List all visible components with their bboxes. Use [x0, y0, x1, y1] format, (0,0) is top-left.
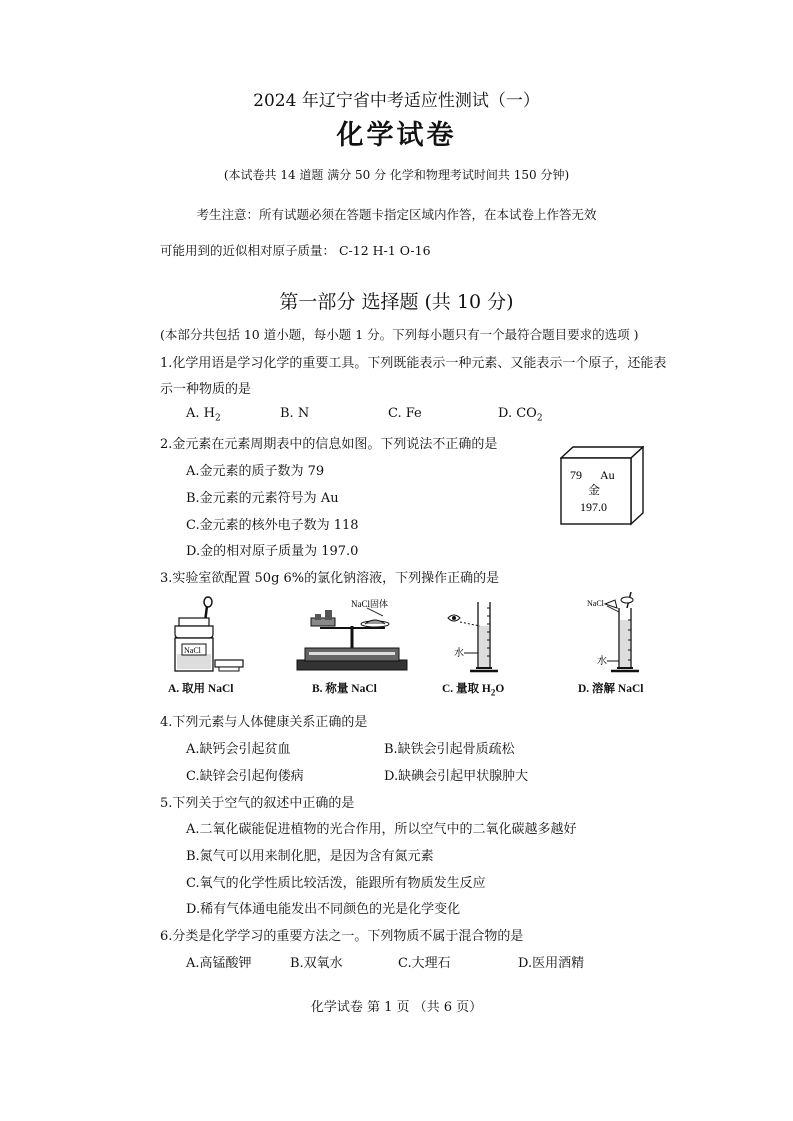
- exam-notice: 考生注意：所有试题必须在答题卡指定区域内作答，在本试卷上作答无效: [196, 207, 597, 222]
- element-name: 金: [588, 483, 601, 497]
- q4-stem: 4.下列元素与人体健康关系正确的是: [160, 715, 368, 730]
- element-mass: 197.0: [580, 500, 607, 514]
- q5-option-c: C.氧气的化学性质比较活泼，能跟所有物质发生反应: [186, 876, 486, 891]
- q5-option-a: A.二氧化碳能促进植物的光合作用，所以空气中的二氧化碳越多越好: [186, 822, 577, 837]
- section-note: (本部分共包括 10 道小题，每小题 1 分。下列每小题只有一个最符合题目要求的选项 ): [160, 327, 639, 342]
- figure-d-label: NaCl: [587, 599, 604, 608]
- q1-option-a: A. $H_2$: [186, 406, 221, 424]
- figure-b-label: NaCl固体: [351, 599, 388, 609]
- caption-c: C. 量取 $H_2O$: [442, 683, 505, 698]
- q1-option-d: D. $CO_2$: [498, 406, 543, 424]
- q4-option-a: A.缺钙会引起贫血: [186, 742, 291, 757]
- q6-option-b: B.双氧水: [290, 956, 343, 971]
- q5-option-b: B.氮气可以用来制化肥，是因为含有氮元素: [186, 849, 434, 864]
- caption-b: B. 称量 NaCl: [312, 683, 377, 695]
- atomic-masses: 可能用到的近似相对原子质量： C-12 H-1 O-16: [160, 243, 431, 258]
- exam-title: 2024 年辽宁省中考适应性测试（一）: [253, 91, 540, 111]
- caption-a: A. 取用 NaCl: [168, 683, 234, 695]
- q2-stem: 2.金元素在元素周期表中的信息如图。下列说法不正确的是: [160, 437, 498, 452]
- q1-option-c: C. Fe: [388, 406, 422, 421]
- q5-stem: 5.下列关于空气的叙述中正确的是: [160, 796, 355, 811]
- element-card-au: [560, 446, 644, 526]
- section-title: 第一部分 选择题 (共 10 分): [279, 291, 514, 313]
- q2-option-d: D.金的相对原子质量为 197.0: [186, 544, 359, 559]
- figure-d-dissolve: [583, 590, 663, 678]
- q2-option-b: B.金元素的元素符号为 Au: [186, 491, 339, 506]
- q2-option-a: A.金元素的质子数为 79: [186, 464, 325, 479]
- figure-b-balance: [295, 598, 415, 676]
- q6-stem: 6.分类是化学学习的重要方法之一。下列物质不属于混合物的是: [160, 929, 524, 944]
- figure-d-water-label: 水: [597, 656, 607, 667]
- q4-option-c: C.缺锌会引起佝偻病: [186, 769, 304, 784]
- q1-stem-line2: 示一种物质的是: [160, 382, 252, 397]
- page-footer: 化学试卷 第 1 页 （共 6 页）: [310, 1000, 483, 1015]
- exam-info: (本试卷共 14 道题 满分 50 分 化学和物理考试时间共 150 分钟): [223, 168, 570, 182]
- figure-a-take-nacl: [165, 596, 255, 676]
- caption-d: D. 溶解 NaCl: [578, 683, 644, 695]
- q6-option-c: C.大理石: [398, 956, 451, 971]
- q4-option-d: D.缺碘会引起甲状腺肿大: [384, 769, 529, 784]
- paper-title: 化学试卷: [336, 120, 457, 151]
- q6-option-a: A.高锰酸钾: [186, 956, 252, 971]
- q4-option-b: B.缺铁会引起骨质疏松: [384, 742, 515, 757]
- q3-stem: 3.实验室欲配置 50g 6%的氯化钠溶液，下列操作正确的是: [160, 571, 500, 586]
- element-symbol: Au: [600, 468, 615, 482]
- q5-option-d: D.稀有气体通电能发出不同颜色的光是化学变化: [186, 902, 461, 917]
- figure-c-cylinder: [440, 598, 520, 678]
- q2-option-c: C.金元素的核外电子数为 118: [186, 518, 359, 533]
- figure-a-label: NaCl: [184, 646, 201, 655]
- element-number: 79: [570, 468, 582, 482]
- q1-stem-line1: 1.化学用语是学习化学的重要工具。下列既能表示一种元素、又能表示一个原子，还能表: [160, 356, 667, 371]
- q1-option-b: B. N: [280, 406, 310, 421]
- q6-option-d: D.医用酒精: [518, 956, 585, 971]
- figure-c-water-label: 水: [454, 648, 464, 659]
